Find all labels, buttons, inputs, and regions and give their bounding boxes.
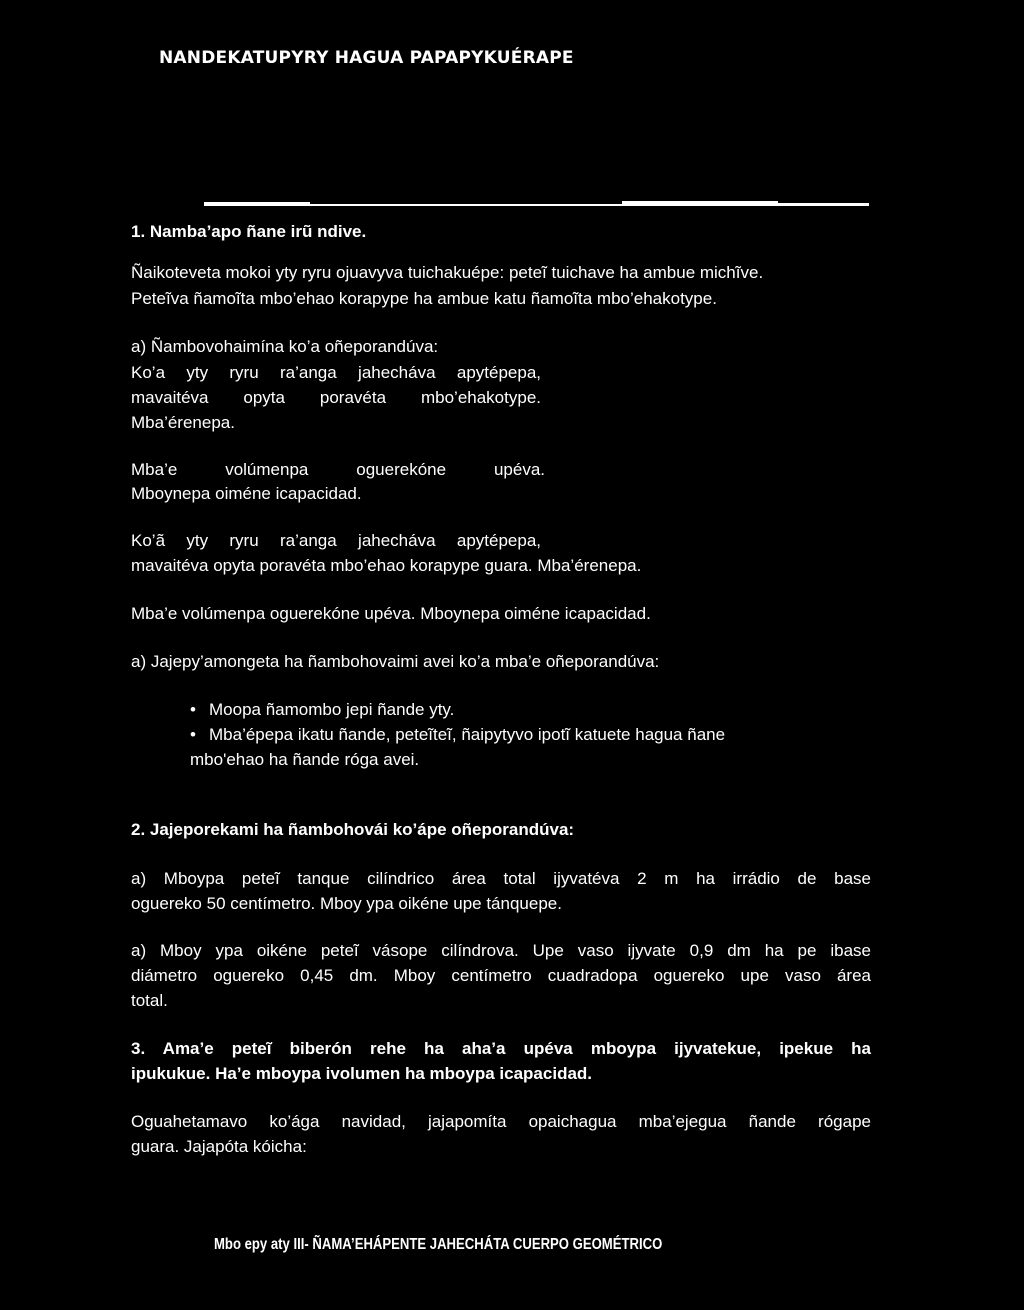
section3-text-line: Oguahetamavo ko’ága navidad, jajapomíta opaichagua mba’ejegua ñande rógape: [131, 1112, 871, 1131]
section1-question-a-heading: a) Ñambovohaimína ko’a oñeporandúva:: [131, 337, 439, 356]
section2-question-b-line: total.: [131, 991, 168, 1010]
section1-question-b-line: Mba’e volúmenpa oguerekóne upéva.: [131, 460, 545, 479]
bullet-item: [190, 722, 870, 772]
section1-intro-line: Peteĩva ñamoĩta mbo’ehao korapype ha ambue katu ñamoĩta mbo’ehakotype.: [131, 289, 717, 308]
section3-heading-line: ipukukue. Ha’e mboypa ivolumen ha mboypa icapacidad.: [131, 1064, 593, 1083]
section2-question-b-line: a) Mboy ypa oikéne peteĩ vásope cilíndrova. Upe vaso ijyvate 0,9 dm ha pe ibase: [131, 941, 871, 960]
section1-intro-line: Ñaikoteveta mokoi yty ryru ojuavyva tuichakuépe: peteĩ tuichave ha ambue michĩve.: [131, 263, 764, 282]
section2-question-b-line: diámetro oguereko 0,45 dm. Mboy centímetro cuadradopa oguereko upe vaso área: [131, 966, 871, 985]
section1-question-e-heading: a) Jajepy’amongeta ha ñambohovaimi avei ko’a mba’e oñeporandúva:: [131, 652, 660, 671]
section1-question-a-line: mavaitéva opyta poravéta mbo’ehakotype.: [131, 388, 541, 407]
section2-question-a-line: oguereko 50 centímetro. Mboy ypa oikéne upe tánquepe.: [131, 894, 562, 913]
bullet-item: [190, 697, 870, 722]
section1-question-d-line: Mba’e volúmenpa oguerekóne upéva. Mboynepa oiméne icapacidad.: [131, 604, 651, 623]
section3-text-line: guara. Jajapóta kóicha:: [131, 1137, 307, 1156]
section2-question-a-line: a) Mboypa peteĩ tanque cilíndrico área total ijyvatéva 2 m ha irrádio de base: [131, 869, 871, 888]
section2-heading: 2. Jajeporekami ha ñambohovái ko’ápe oñeporandúva:: [131, 820, 575, 839]
bullet-item-text-continued: mbo'ehao ha ñande róga avei.: [190, 750, 420, 769]
bullet-item-text: Mba’épepa ikatu ñande, peteĩteĩ, ñaipytyvo ipotĩ katuete hagua ñane: [209, 725, 726, 744]
section3-heading-line: 3. Ama’e peteĩ biberón rehe ha aha’a upéva mboypa ijyvatekue, ipekue ha: [131, 1039, 871, 1058]
section1-heading: 1. Namba’apo ñane irũ ndive.: [131, 222, 367, 241]
section1-question-b-line: Mboynepa oiméne icapacidad.: [131, 484, 362, 503]
page-header-title: NANDEKATUPYRY HAGUA PAPAPYKUÉRAPE: [159, 48, 574, 68]
section1-question-a-line: Mba’érenepa.: [131, 413, 235, 432]
section1-question-c-line: mavaitéva opyta poravéta mbo’ehao korapype guara. Mba’érenepa.: [131, 556, 642, 575]
header-rule-right-segment: [778, 203, 869, 206]
bullet-item-text: Moopa ñamombo jepi ñande yty.: [209, 700, 455, 719]
section1-question-a-line: Ko’a yty ryru ra’anga jahecháva apytépepa,: [131, 363, 541, 382]
page-footer: Mbo epy aty III- ÑAMA’EHÁPENTE JAHECHÁTA CUERPO GEOMÉTRICO: [214, 1236, 663, 1253]
header-rule-right-accent: [622, 201, 778, 205]
section1-question-c-line: Ko’ã yty ryru ra’anga jahecháva apytépepa,: [131, 531, 541, 550]
header-rule-left-accent: [204, 202, 310, 206]
section1-bullet-list: [190, 697, 870, 772]
